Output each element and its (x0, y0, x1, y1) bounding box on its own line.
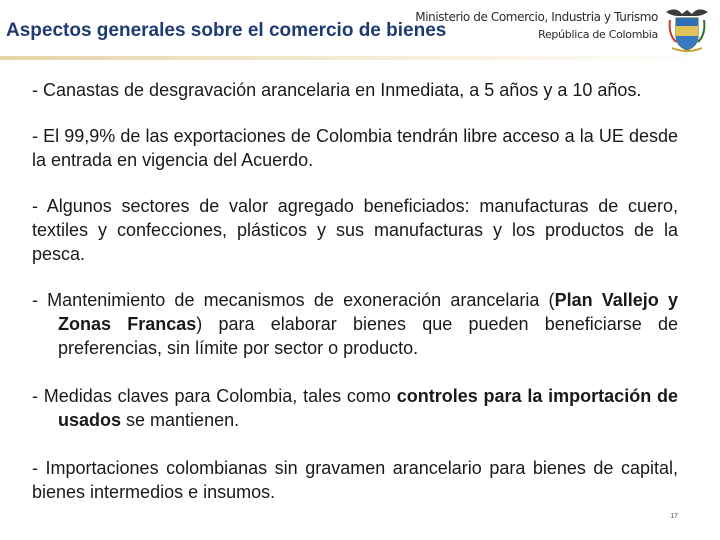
bullet-desgravacion: - Canastas de desgravación arancelaria en Inmediata, a 5 años y a 10 años. (32, 80, 642, 100)
bullet-sectores: - Algunos sectores de valor agregado beneficiados: manufacturas de cuero, textiles y confecciones, plásticos y sus manufacturas y los productos de la pesca. (32, 196, 678, 264)
bullet-medidas-text-c: se mantienen. (121, 410, 240, 430)
slide-body (32, 78, 678, 504)
bullet-importaciones: - Importaciones colombianas sin gravamen arancelario para bienes de capital, bienes intermedios e insumos. (32, 458, 678, 502)
republic-name: República de Colombia (538, 28, 658, 41)
header-divider (0, 56, 720, 60)
bullet-medidas-bold: controles para la importación de usados (58, 386, 678, 430)
bullet-exportaciones: - El 99,9% de las exportaciones de Colombia tendrán libre acceso a la UE desde la entrada en vigencia del Acuerdo. (32, 126, 678, 170)
bullet-exoneracion (32, 288, 678, 360)
page-number: 17 (670, 513, 678, 520)
colombia-coat-of-arms-icon (662, 4, 712, 52)
slide-title: Aspectos generales sobre el comercio de bienes (6, 20, 447, 41)
bullet-exoneracion-text-c: ) para elaborar bienes que pueden beneficiarse de preferencias, sin límite por sector o producto. (58, 314, 679, 358)
slide-header (0, 0, 720, 58)
ministry-name: Ministerio de Comercio, Industria y Turismo (415, 10, 658, 24)
bullet-exoneracion-bold: Plan Vallejo y Zonas Francas (58, 290, 678, 334)
bullet-medidas-text-a: - Medidas claves para Colombia, tales como (32, 386, 397, 406)
bullet-medidas (32, 384, 678, 432)
bullet-exoneracion-text-a: - Mantenimiento de mecanismos de exoneración arancelaria ( (32, 290, 555, 310)
